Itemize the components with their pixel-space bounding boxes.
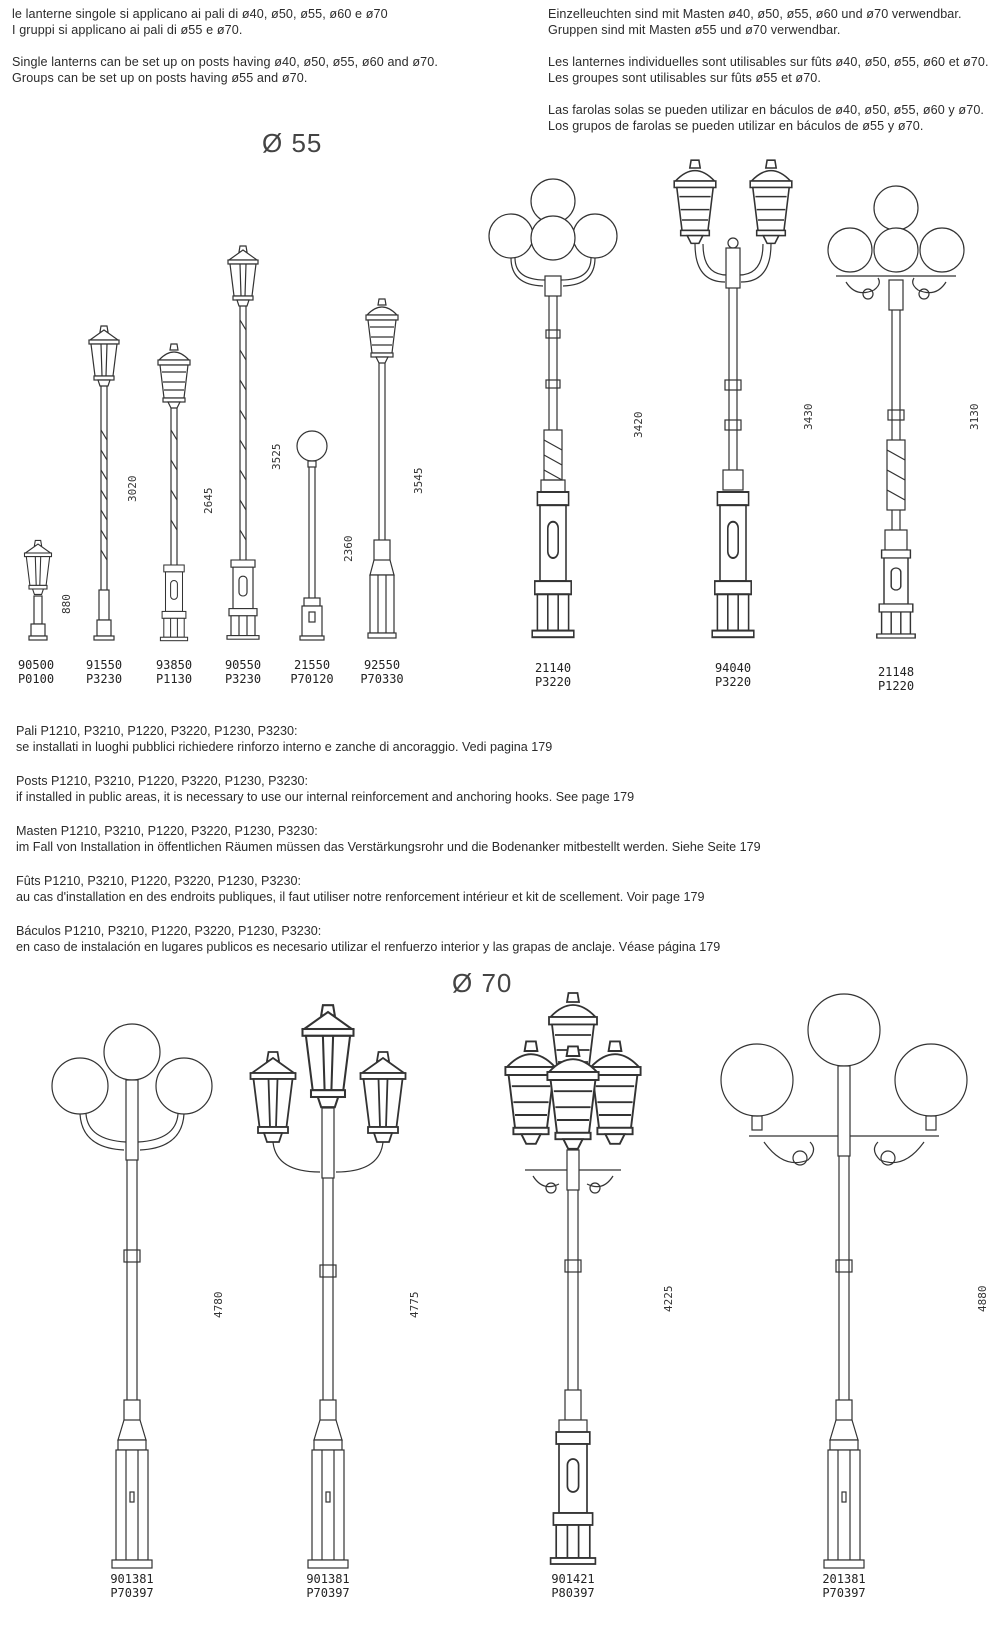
item-height: 2360 [342,535,355,562]
item-code: 91550 [85,658,123,672]
item-height: 4780 [212,1291,225,1318]
note-title: Báculos P1210, P3210, P1220, P3220, P1230, P3230: [16,924,322,938]
item-post: P0100 [17,672,55,686]
item-height: 3545 [412,467,425,494]
note-text: en caso de instalación en lugares publicos es necesario utilizar el renfuerzo interior y las grapas de anclaje. Véase página 179 [16,940,721,954]
item-post: P3230 [85,672,123,686]
item-height: 3020 [126,475,139,502]
item-code: 90550 [224,658,262,672]
item-height: 2645 [202,487,215,514]
note-title: Fûts P1210, P3210, P1220, P3220, P1230, P3230: [16,874,301,888]
intro-right-line: Les lanternes individuelles sont utilisables sur fûts ø40, ø50, ø55, ø60 et ø70. [548,55,989,69]
item-height: 4880 [976,1285,989,1312]
note-text: se installati in luoghi pubblici richiedere rinforzo interno e zanche di ancoraggio. Vedi pagina 179 [16,740,553,754]
note-title: Masten P1210, P3210, P1220, P3220, P1230, P3230: [16,824,318,838]
note-text: au cas d'installation en des endroits publiques, il faut utiliser notre renforcement intérieur et kit de scellement. Voir page 179 [16,890,705,904]
intro-right-line: Las farolas solas se pueden utilizar en báculos de ø40, ø50, ø55, ø60 y ø70. [548,103,985,117]
item-post: P3220 [534,675,572,689]
intro-right-line: Les groupes sont utilisables sur fûts ø55 et ø70. [548,71,822,85]
intro-left-line: Groups can be set up on posts having ø55 and ø70. [12,71,308,85]
note-text: if installed in public areas, it is necessary to use our internal reinforcement and anchoring hooks. See page 179 [16,790,635,804]
item-height: 3130 [968,403,981,430]
intro-left-line: I gruppi si applicano ai pali di ø55 e ø70. [12,23,243,37]
item-code: 901421 [551,1572,595,1586]
item-code: 901381 [110,1572,154,1586]
item-code: 21140 [534,661,572,675]
item-post: P70397 [306,1586,350,1600]
note-title: Posts P1210, P3210, P1220, P3220, P1230, P3230: [16,774,308,788]
item-post: P1130 [155,672,193,686]
section-title-55: Ø 55 [262,128,323,158]
item-post: P70330 [360,672,404,686]
item-height: 3420 [632,411,645,438]
note-de [16,823,761,855]
item-code: 901381 [306,1572,350,1586]
intro-right-line: Los grupos de farolas se pueden utilizar en báculos de ø55 y ø70. [548,119,924,133]
item-post: P70397 [110,1586,154,1600]
note-en [16,773,761,805]
item-post: P3220 [714,675,752,689]
item-code: 201381 [822,1572,866,1586]
item-post: P80397 [551,1586,595,1600]
installation-notes [16,723,761,973]
section-title-70: Ø 70 [452,968,513,998]
item-code: 92550 [363,658,401,672]
item-code: 21550 [293,658,331,672]
note-title: Pali P1210, P3210, P1220, P3220, P1230, P3230: [16,724,298,738]
item-code: 94040 [714,661,752,675]
note-fr [16,873,761,905]
item-post: P70397 [822,1586,866,1600]
item-code: 90500 [17,658,55,672]
item-code: 93850 [155,658,193,672]
item-height: 3430 [802,403,815,430]
item-post: P70120 [290,672,334,686]
item-height: 4225 [662,1285,675,1312]
item-height: 3525 [270,443,283,470]
intro-right-line: Gruppen sind mit Masten ø55 und ø70 verwendbar. [548,23,841,37]
item-post: P3230 [224,672,262,686]
item-height: 880 [60,594,73,614]
item-post: P1220 [877,679,915,693]
intro-right-line: Einzelleuchten sind mit Masten ø40, ø50, ø55, ø60 und ø70 verwendbar. [548,7,962,21]
intro-left-line: le lanterne singole si applicano ai pali di ø40, ø50, ø55, ø60 e ø70 [12,7,388,21]
note-it [16,723,761,755]
item-code: 21148 [877,665,915,679]
note-text: im Fall von Installation in öffentlichen Räumen müssen das Verstärkungsrohr und die Bodenanker mitbestellt werden. Siehe Seite 179 [16,840,761,854]
item-height: 4775 [408,1291,421,1318]
intro-left-line: Single lanterns can be set up on posts having ø40, ø50, ø55, ø60 and ø70. [12,55,438,69]
note-es [16,923,761,955]
